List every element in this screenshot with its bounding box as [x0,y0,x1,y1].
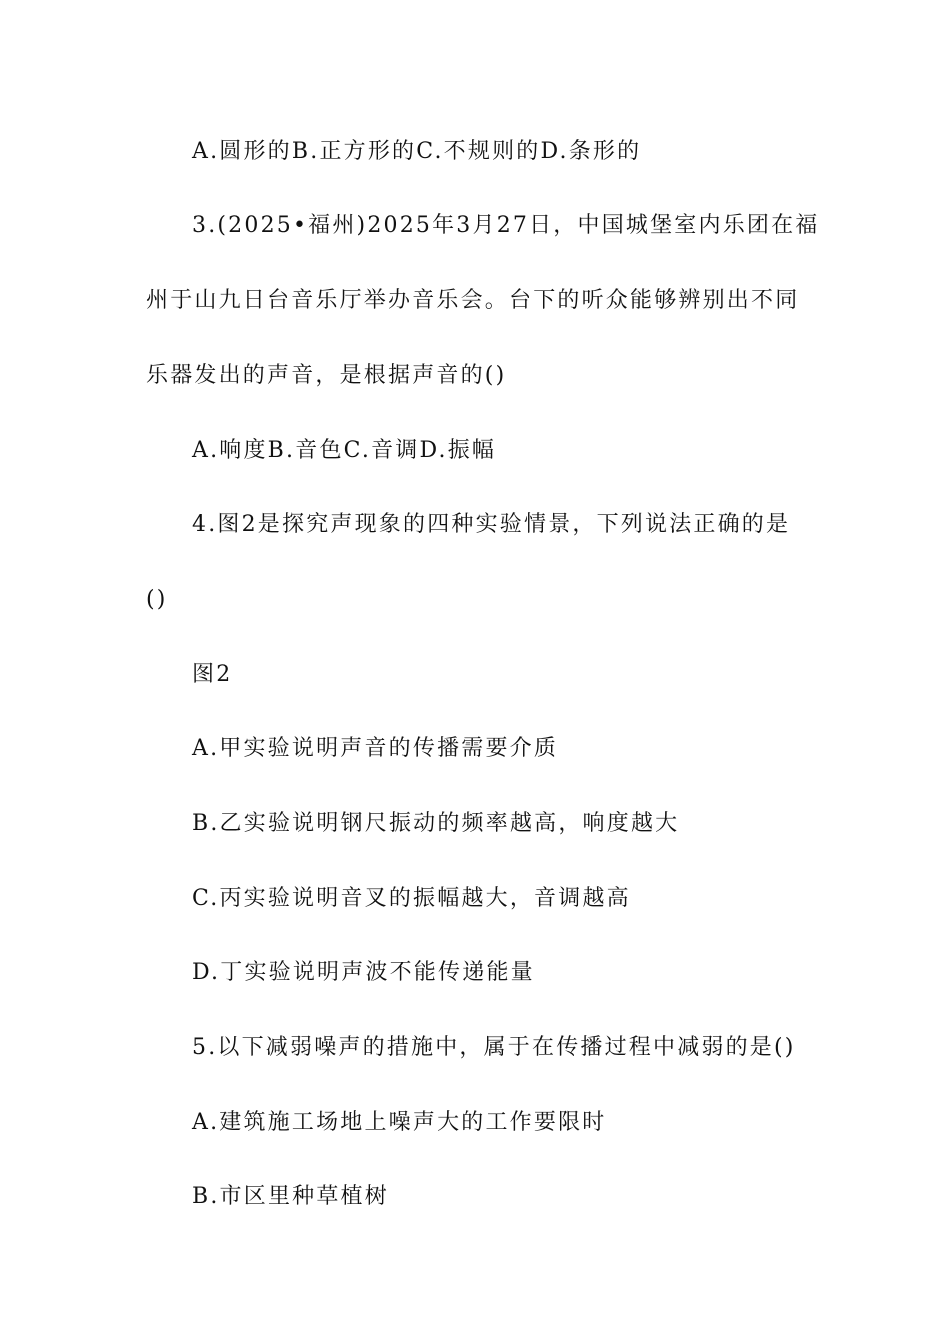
q3-text-line-2: 州于山九日台音乐厅举办音乐会。台下的听众能够辨别出不同 [146,288,800,313]
q4-text-line-2: () [146,587,168,612]
q3-options: A.响度B.音色C.音调D.振幅 [192,438,497,463]
q4-text-line-1: 4.图2是探究声现象的四种实验情景，下列说法正确的是 [192,512,791,537]
q2-options: A.圆形的B.正方形的C.不规则的D.条形的 [192,139,642,164]
q4-option-a: A.甲实验说明声音的传播需要介质 [192,736,559,761]
q5-option-b: B.市区里种草植树 [192,1184,389,1209]
q4-option-b: B.乙实验说明钢尺振动的频率越高，响度越大 [192,811,680,836]
q5-option-a: A.建筑施工场地上噪声大的工作要限时 [192,1110,607,1135]
q3-text-line-1: 3.(2025•福州)2025年3月27日，中国城堡室内乐团在福 [192,213,820,238]
q4-option-d: D.丁实验说明声波不能传递能量 [192,960,535,985]
q4-figure-label: 图2 [192,662,233,687]
q4-option-c: C.丙实验说明音叉的振幅越大，音调越高 [192,886,631,911]
q3-text-line-3: 乐器发出的声音，是根据声音的() [146,363,507,388]
q5-text-line-1: 5.以下减弱噪声的措施中，属于在传播过程中减弱的是() [192,1035,796,1060]
